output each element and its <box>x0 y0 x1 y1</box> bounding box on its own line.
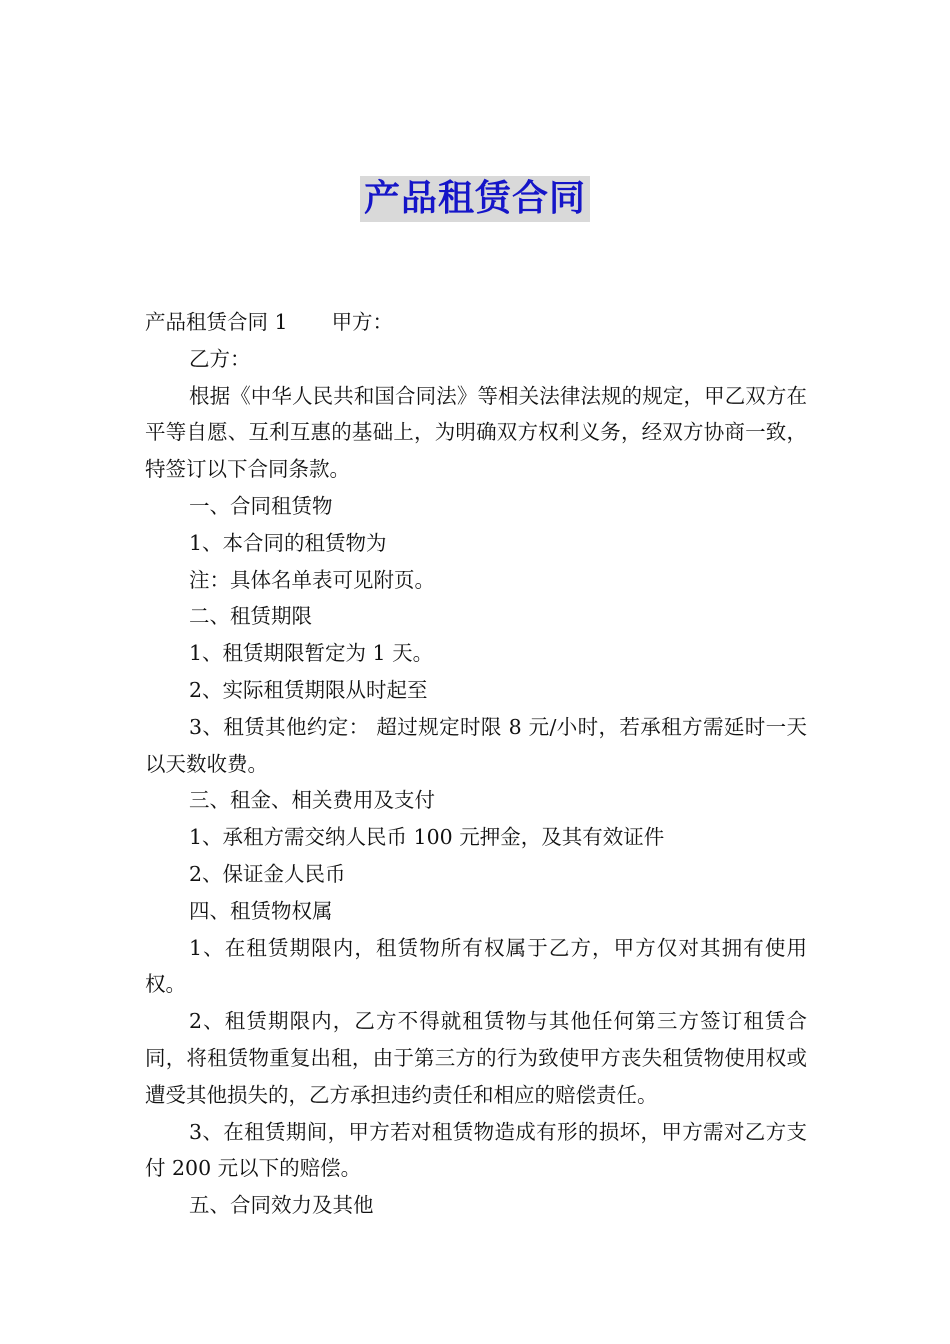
preamble-paragraph: 根据《中华人民共和国合同法》等相关法律法规的规定，甲乙双方在平等自愿、互利互惠的基础上，为明确双方权利义务，经双方协商一致，特签订以下合同条款。 <box>145 383 807 482</box>
section-heading-5: 五、合同效力及其他 <box>189 1193 374 1218</box>
clause-4-2: 2、租赁期限内，乙方不得就租赁物与其他任何第三方签订租赁合同，将租赁物重复出租，由于第三方的行为致使甲方丧失租赁物使用权或遭受其他损失的，乙方承担违约责任和相应的赔偿责任。 <box>145 1009 807 1107</box>
party-b-label: 乙方： <box>189 346 251 371</box>
clause-1-1: 1、本合同的租赁物为 <box>189 530 387 555</box>
section-heading-2: 二、租赁期限 <box>189 604 312 629</box>
document-title: 产品租赁合同 <box>360 176 590 222</box>
clause-2-1: 1、租赁期限暂定为 1 天。 <box>189 641 434 666</box>
party-a-label: 甲方： <box>331 310 394 334</box>
clause-4-3: 3、在租赁期间，甲方若对租赁物造成有形的损坏，甲方需对乙方支付 200 元以下的赔偿。 <box>145 1119 807 1181</box>
section-heading-3: 三、租金、相关费用及支付 <box>189 788 435 813</box>
clause-3-1: 1、承租方需交纳人民币 100 元押金，及其有效证件 <box>189 825 665 850</box>
contract-number: 产品租赁合同 1 <box>145 310 288 334</box>
section-heading-4: 四、租赁物权属 <box>189 898 333 923</box>
clause-4-1: 1、在租赁期限内，租赁物所有权属于乙方，甲方仅对其拥有使用权。 <box>145 935 807 997</box>
note-line: 注：具体名单表可见附页。 <box>189 567 435 592</box>
clause-2-2: 2、实际租赁期限从时起至 <box>189 677 428 702</box>
document-body <box>145 304 807 1224</box>
section-heading-1: 一、合同租赁物 <box>189 493 333 518</box>
title-container <box>0 176 950 222</box>
clause-2-3: 3、租赁其他约定： 超过规定时限 8 元/小时，若承租方需延时一天以天数收费。 <box>145 714 807 776</box>
clause-3-2: 2、保证金人民币 <box>189 861 346 886</box>
heading-line <box>145 304 807 341</box>
